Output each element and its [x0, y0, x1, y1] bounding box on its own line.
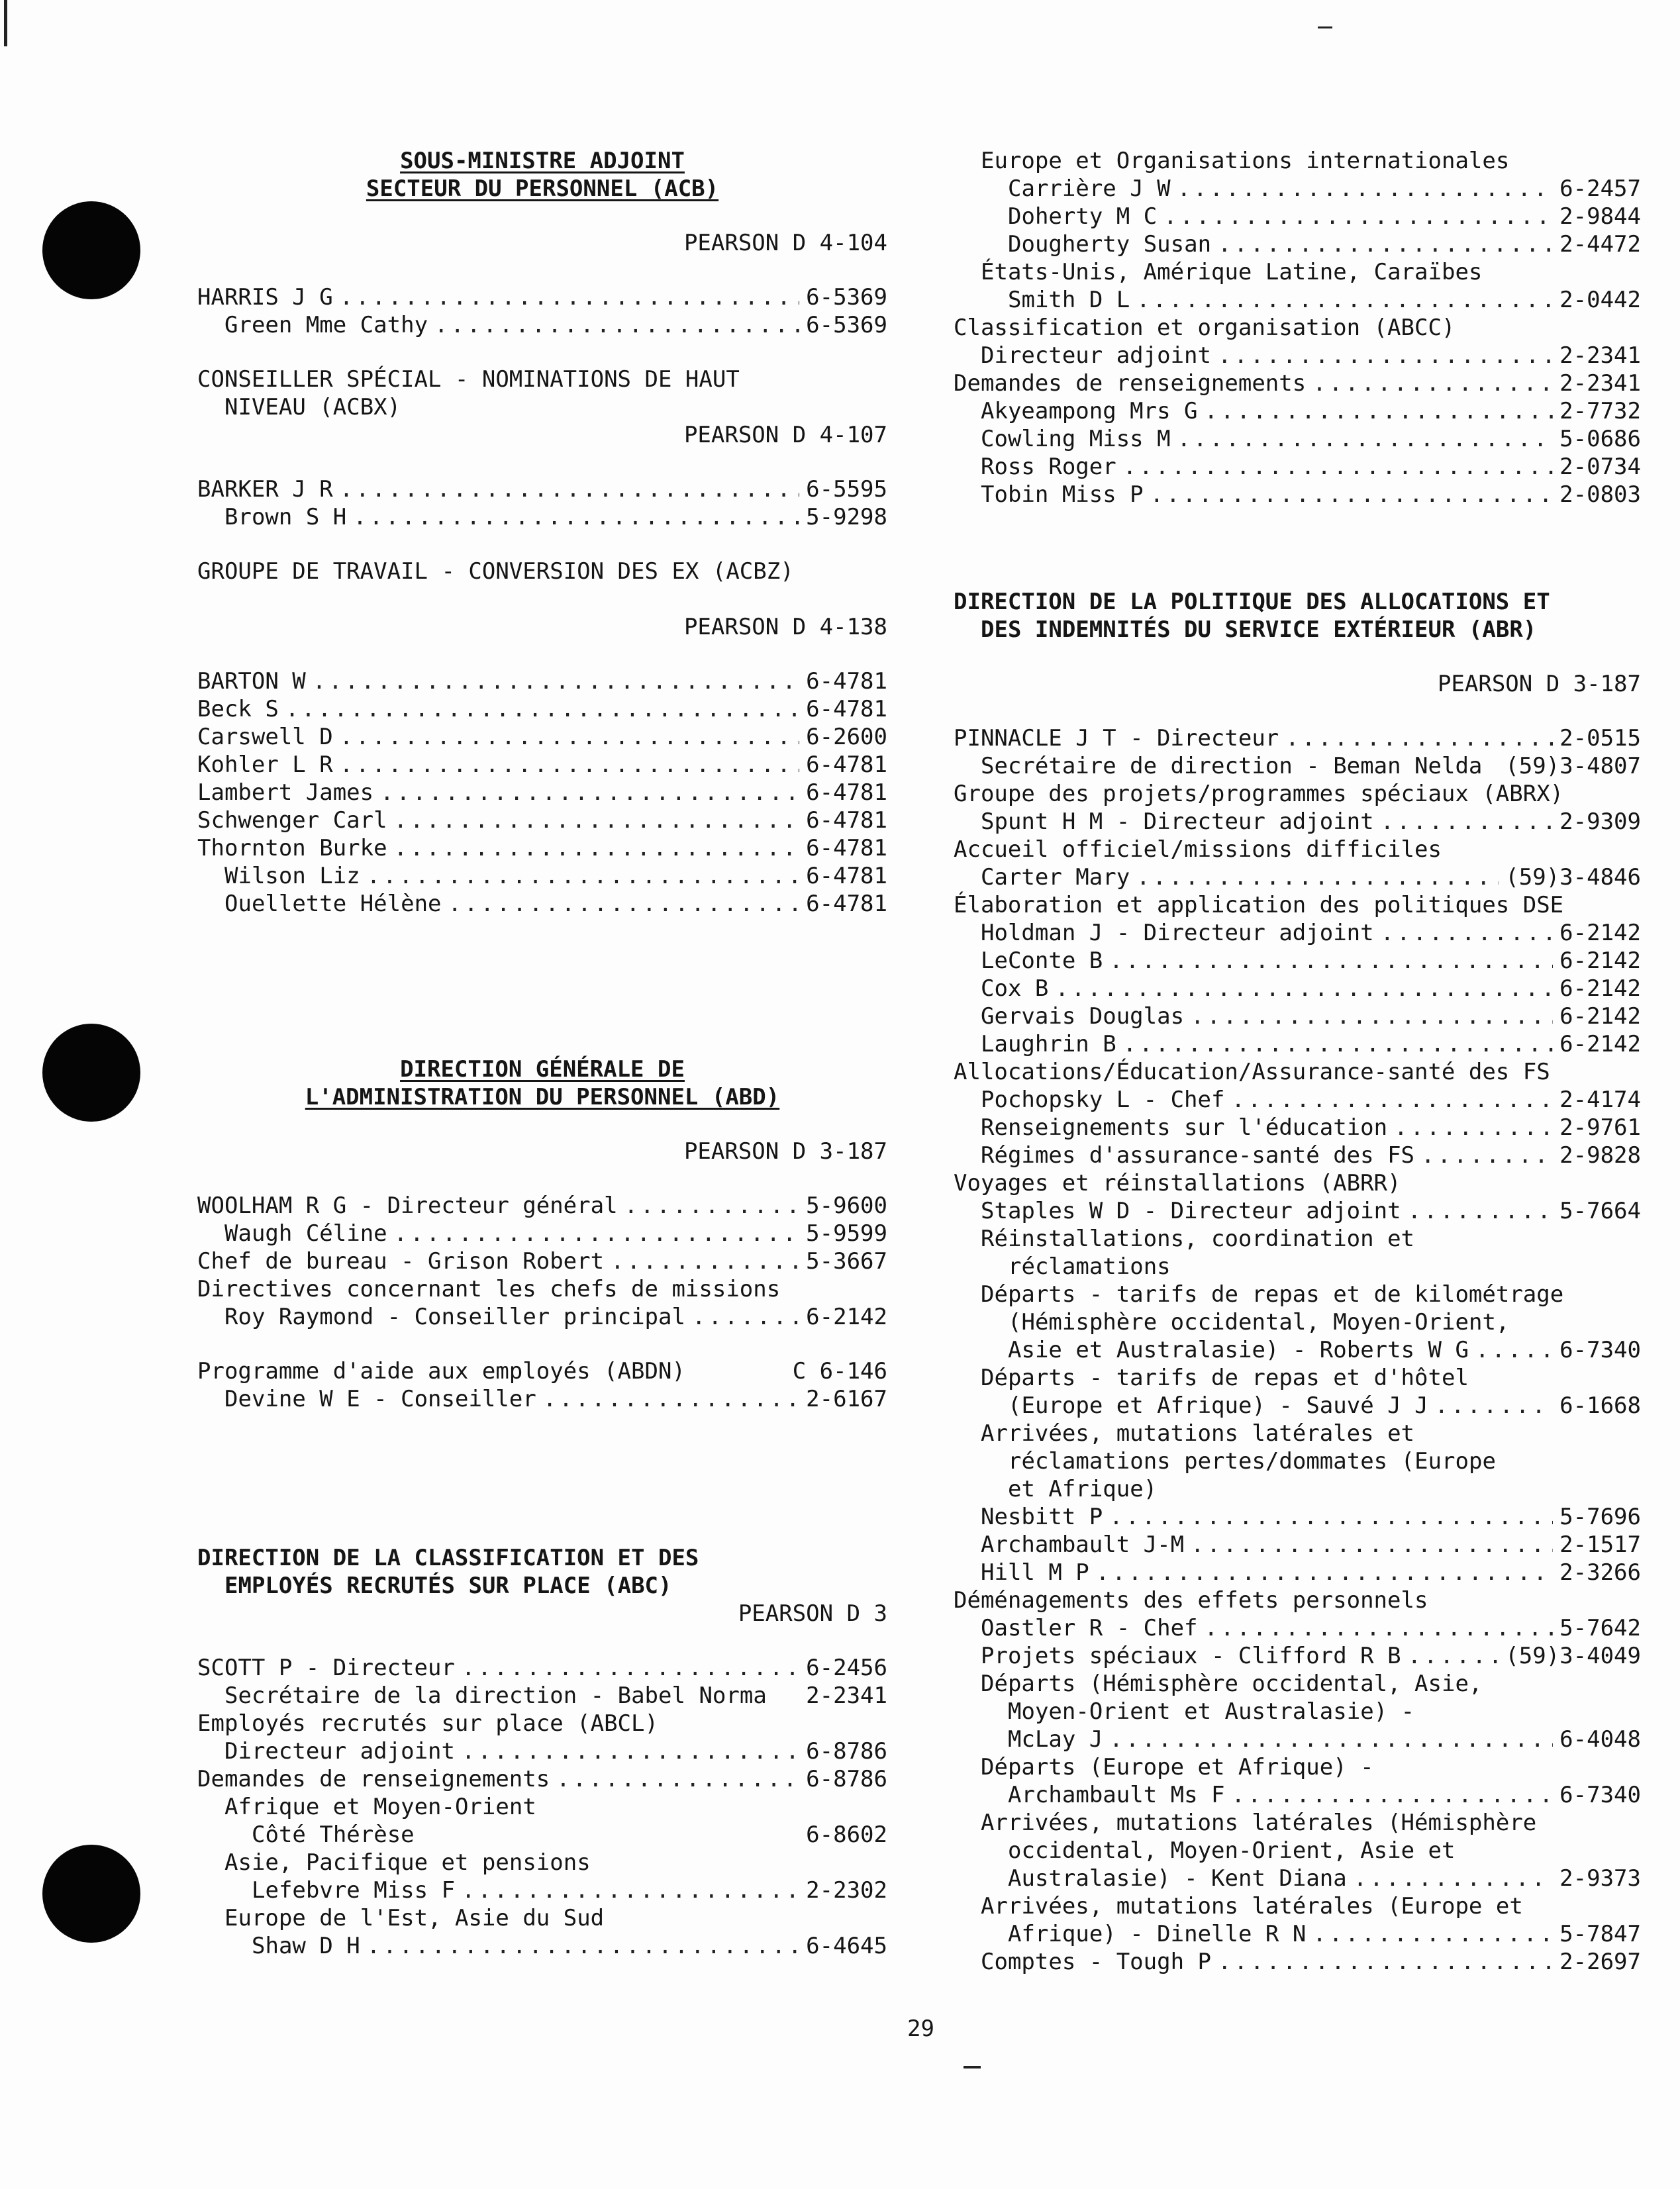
directory-entry [197, 695, 887, 723]
dot-leader [340, 475, 799, 503]
directory-entry [1008, 230, 1641, 258]
entry-name: Archambault J-M [981, 1532, 1185, 1558]
dot-leader [367, 862, 799, 890]
entry-text: Europe et Organisations internationales [981, 148, 1510, 174]
entry-name: Ouellette Hélène [224, 891, 442, 917]
entry-name: Dougherty Susan [1008, 231, 1212, 258]
directory-entry [197, 1654, 887, 1682]
entry-name: Lambert James [197, 779, 374, 806]
entry-phone: 6-2600 [806, 724, 887, 750]
entry-name: Akyeampong Mrs G [981, 398, 1198, 424]
entry-phone: 6-1668 [1559, 1392, 1641, 1419]
directory-entry [1008, 175, 1641, 203]
entry-name: Gervais Douglas [981, 1003, 1185, 1030]
scan-mark [964, 2066, 981, 2068]
dot-leader [1096, 1559, 1553, 1586]
directory-entry [954, 724, 1641, 752]
entry-name: Laughrin B [981, 1031, 1116, 1057]
entry-phone: 6-4781 [806, 668, 887, 695]
entry-text: Employés recrutés sur place (ABCL) [197, 1710, 658, 1737]
directory-entry [224, 1737, 887, 1765]
entry-name: Holdman J - Directeur adjoint [981, 920, 1374, 946]
entry-phone: 2-9761 [1559, 1114, 1641, 1141]
entry-phone: 6-4781 [806, 779, 887, 806]
directory-entry [1008, 203, 1641, 230]
directory-entry [1008, 1920, 1641, 1948]
entry-name: Beck S [197, 696, 279, 722]
dot-leader [1177, 425, 1554, 453]
dot-leader [394, 834, 800, 862]
entry-name: BARKER J R [197, 476, 333, 503]
dot-leader [543, 1385, 799, 1413]
directory-entry [1008, 1781, 1641, 1809]
entry-phone: 6-5369 [806, 312, 887, 338]
dot-leader [434, 311, 799, 339]
entry-phone: 2-6167 [806, 1386, 887, 1412]
entry-name: Nesbitt P [981, 1504, 1103, 1530]
entry-phone: 2-0515 [1559, 725, 1641, 752]
entry-name: Schwenger Carl [197, 807, 387, 834]
directory-entry [1008, 1865, 1641, 1892]
entry-text: Départs - tarifs de repas et d'hôtel [981, 1365, 1469, 1391]
entry-text: Moyen-Orient et Australasie) - [1008, 1698, 1415, 1725]
entry-phone: 2-9373 [1559, 1865, 1641, 1892]
entry-phone: 2-0734 [1559, 454, 1641, 480]
entry-phone: 5-7847 [1559, 1921, 1641, 1947]
entry-name: Shaw D H [252, 1933, 360, 1959]
entry-phone: 2-2302 [806, 1877, 887, 1904]
entry-text: Classification et organisation (ABCC) [954, 315, 1456, 341]
entry-text: GROUPE DE TRAVAIL - CONVERSION DES EX (ACBZ) [197, 558, 794, 585]
entry-name: Devine W E - Conseiller [224, 1386, 536, 1412]
entry-name: Kohler L R [197, 752, 333, 778]
section-heading: SOUS-MINISTRE ADJOINT [400, 148, 685, 174]
directory-entry [197, 1765, 887, 1793]
directory-entry [954, 369, 1641, 397]
directory-entry [981, 481, 1641, 509]
entry-phone: (59)3-4807 [1505, 753, 1641, 779]
entry-name: Tobin Miss P [981, 481, 1144, 508]
entry-name: Carter Mary [981, 864, 1130, 891]
entry-name: Waugh Céline [224, 1220, 387, 1247]
dot-leader [448, 890, 800, 918]
punch-hole [42, 201, 140, 299]
directory-entry [197, 283, 887, 311]
dot-leader [462, 1737, 799, 1765]
directory-entry [224, 1682, 887, 1710]
room-location: PEARSON D 4-138 [683, 614, 887, 640]
entry-name: PINNACLE J T - Directeur [954, 725, 1279, 752]
dot-leader [285, 695, 799, 723]
directory-entry [981, 1030, 1641, 1058]
directory-entry [197, 667, 887, 695]
entry-phone: 6-7340 [1559, 1782, 1641, 1808]
dot-leader [556, 1765, 799, 1793]
entry-name: Brown S H [224, 504, 347, 530]
entry-phone: 6-5595 [806, 476, 887, 503]
entry-phone: 5-3667 [806, 1248, 887, 1275]
scan-mark [4, 0, 7, 46]
entry-name: Projets spéciaux - Clifford R B [981, 1643, 1401, 1669]
dot-leader [340, 283, 799, 311]
directory-entry [981, 1614, 1641, 1642]
dot-leader [1123, 453, 1553, 481]
entry-phone: 5-0686 [1559, 426, 1641, 452]
entry-text: Voyages et réinstallations (ABRR) [954, 1170, 1401, 1196]
dot-leader [1150, 481, 1554, 509]
entry-text: et Afrique) [1008, 1476, 1158, 1502]
dot-leader [1232, 1781, 1554, 1809]
entry-name: Pochopsky L - Chef [981, 1087, 1225, 1113]
dot-leader [1408, 1642, 1499, 1670]
entry-name: Régimes d'assurance-santé des FS [981, 1142, 1415, 1169]
entry-text: Allocations/Éducation/Assurance-santé des FS [954, 1059, 1550, 1085]
entry-phone: 6-4781 [806, 891, 887, 917]
entry-text: Groupe des projets/programmes spéciaux (ABRX) [954, 781, 1564, 807]
room-location: PEARSON D 4-104 [683, 230, 887, 256]
dot-leader [380, 779, 799, 806]
entry-name: Ross Roger [981, 454, 1116, 480]
directory-entry [197, 1357, 887, 1385]
punch-hole [42, 1845, 140, 1943]
entry-name: Directeur adjoint [981, 342, 1211, 369]
directory-entry [252, 1821, 887, 1849]
dot-leader [1123, 1030, 1553, 1058]
entry-phone: 2-4472 [1559, 231, 1641, 258]
entry-name: Carrière J W [1008, 175, 1171, 202]
entry-phone: 2-0442 [1559, 287, 1641, 313]
entry-name: Directeur adjoint [224, 1738, 455, 1765]
entry-text: Arrivées, mutations latérales et [981, 1420, 1415, 1447]
scan-mark [1318, 26, 1332, 28]
entry-text: NIVEAU (ACBX) [224, 394, 401, 420]
directory-entry [224, 1385, 887, 1413]
entry-name: Spunt H M - Directeur adjoint [981, 808, 1374, 835]
section-heading: DIRECTION GÉNÉRALE DE [400, 1056, 685, 1083]
entry-phone: (59)3-4049 [1505, 1643, 1641, 1669]
entry-phone: 2-2341 [806, 1682, 887, 1709]
directory-entry [197, 1247, 887, 1275]
directory-entry [981, 1002, 1641, 1030]
entry-name: Comptes - Tough P [981, 1949, 1211, 1975]
punch-hole [42, 1024, 140, 1122]
entry-phone: 6-5369 [806, 284, 887, 311]
directory-entry [252, 1876, 887, 1904]
dot-leader [1191, 1531, 1553, 1559]
room-location: PEARSON D 3 [738, 1600, 887, 1627]
entry-name: Afrique) - Dinelle R N [1008, 1921, 1307, 1947]
entry-name: Staples W D - Directeur adjoint [981, 1198, 1401, 1224]
entry-text: Arrivées, mutations latérales (Europe et [981, 1893, 1523, 1920]
entry-phone: 6-2142 [1559, 948, 1641, 974]
dot-leader [1408, 1197, 1554, 1225]
entry-name: Secrétaire de direction - Beman Nelda [981, 753, 1483, 779]
dot-leader [1163, 203, 1553, 230]
dot-leader [1354, 1865, 1553, 1892]
section-heading: SECTEUR DU PERSONNEL (ACB) [366, 175, 719, 202]
entry-phone: 6-8602 [806, 1822, 887, 1848]
entry-name: Asie et Australasie) - Roberts W G [1008, 1337, 1469, 1363]
directory-entry [1008, 286, 1641, 314]
entry-phone: 6-4781 [806, 863, 887, 889]
dot-leader [394, 1220, 800, 1247]
entry-name: Hill M P [981, 1559, 1089, 1586]
entry-phone: 2-9844 [1559, 203, 1641, 230]
directory-entry [1008, 1392, 1641, 1420]
entry-name: Cox B [981, 975, 1049, 1002]
entry-phone: 5-9298 [806, 504, 887, 530]
directory-entry [981, 1948, 1641, 1976]
entry-phone: 6-2142 [1559, 1003, 1641, 1030]
directory-entry [981, 1142, 1641, 1169]
entry-text: États-Unis, Amérique Latine, Caraïbes [981, 259, 1483, 285]
directory-entry [1008, 1726, 1641, 1753]
entry-name: Australasie) - Kent Diana [1008, 1865, 1347, 1892]
dot-leader [340, 723, 799, 751]
entry-phone: 2-3266 [1559, 1559, 1641, 1586]
entry-name: Thornton Burke [197, 835, 387, 861]
entry-text: Arrivées, mutations latérales (Hémisphère [981, 1810, 1537, 1836]
entry-text: (Hémisphère occidental, Moyen-Orient, [1008, 1309, 1510, 1336]
dot-leader [462, 1654, 799, 1682]
entry-text: occidental, Moyen-Orient, Asie et [1008, 1837, 1456, 1864]
section-heading: DIRECTION DE LA POLITIQUE DES ALLOCATIONS ET [954, 589, 1550, 615]
entry-name: Doherty M C [1008, 203, 1158, 230]
dot-leader [1435, 1392, 1554, 1420]
entry-phone: 5-9599 [806, 1220, 887, 1247]
entry-phone: 6-2142 [1559, 1031, 1641, 1057]
directory-entry [224, 862, 887, 890]
room-location: PEARSON D 3-187 [1437, 671, 1641, 697]
entry-name: Roy Raymond - Conseiller principal [224, 1304, 685, 1330]
entry-name: (Europe et Afrique) - Sauvé J J [1008, 1392, 1428, 1419]
entry-text: réclamations [1008, 1253, 1171, 1280]
entry-name: Côté Thérèse [252, 1822, 415, 1848]
directory-entry [981, 1086, 1641, 1114]
entry-name: Secrétaire de la direction - Babel Norma [224, 1682, 767, 1709]
dot-leader [1055, 975, 1553, 1002]
dot-leader [1218, 342, 1553, 369]
entry-phone: 6-4781 [806, 835, 887, 861]
directory-entry [252, 1932, 887, 1960]
directory-entry [981, 453, 1641, 481]
dot-leader [1218, 230, 1553, 258]
entry-phone: 6-4781 [806, 807, 887, 834]
entry-phone: C 6-146 [792, 1358, 887, 1385]
directory-entry [224, 890, 887, 918]
entry-name: Chef de bureau - Grison Robert [197, 1248, 605, 1275]
entry-name: Green Mme Cathy [224, 312, 428, 338]
entry-text: CONSEILLER SPÉCIAL - NOMINATIONS DE HAUT [197, 366, 740, 393]
directory-entry [224, 311, 887, 339]
entry-text: réclamations pertes/dommates (Europe [1008, 1448, 1496, 1475]
entry-phone: 2-0803 [1559, 481, 1641, 508]
dot-leader [1136, 286, 1553, 314]
entry-phone: 2-9309 [1559, 808, 1641, 835]
entry-text: Afrique et Moyen-Orient [224, 1794, 536, 1820]
directory-entry [981, 1197, 1641, 1225]
entry-phone: 2-2341 [1559, 342, 1641, 369]
dot-leader [1218, 1948, 1553, 1976]
section-heading: EMPLOYÉS RECRUTÉS SUR PLACE (ABC) [224, 1573, 672, 1599]
entry-name: Archambault Ms F [1008, 1782, 1225, 1808]
dot-leader [1421, 1142, 1553, 1169]
entry-text: Asie, Pacifique et pensions [224, 1849, 591, 1876]
directory-entry [981, 947, 1641, 975]
directory-entry [981, 342, 1641, 369]
entry-text: Réinstallations, coordination et [981, 1226, 1415, 1252]
section-heading: DES INDEMNITÉS DU SERVICE EXTÉRIEUR (ABR) [981, 616, 1537, 643]
dot-leader [1381, 919, 1554, 947]
directory-entry [197, 779, 887, 806]
dot-leader [1475, 1336, 1553, 1364]
entry-name: Renseignements sur l'éducation [981, 1114, 1388, 1141]
section-heading: L'ADMINISTRATION DU PERSONNEL (ABD) [305, 1084, 780, 1110]
directory-entry [1008, 1336, 1641, 1364]
directory-entry [981, 1559, 1641, 1586]
dot-leader [1109, 1726, 1553, 1753]
entry-phone: 2-2341 [1559, 370, 1641, 397]
entry-phone: 6-4781 [806, 696, 887, 722]
dot-leader [1394, 1114, 1553, 1142]
entry-name: Demandes de renseignements [197, 1766, 550, 1792]
dot-leader [313, 667, 799, 695]
entry-text: Départs (Europe et Afrique) - [981, 1754, 1374, 1780]
dot-leader [1177, 175, 1554, 203]
entry-phone: 5-7696 [1559, 1504, 1641, 1530]
entry-phone: 5-7664 [1559, 1198, 1641, 1224]
entry-name: Lefebvre Miss F [252, 1877, 456, 1904]
directory-entry [197, 751, 887, 779]
dot-leader [394, 806, 800, 834]
directory-entry [197, 806, 887, 834]
dot-leader [611, 1247, 799, 1275]
entry-phone: 2-1517 [1559, 1532, 1641, 1558]
entry-phone: (59)3-4846 [1505, 864, 1641, 891]
directory-entry [981, 975, 1641, 1002]
entry-name: Cowling Miss M [981, 426, 1171, 452]
dot-leader [340, 751, 799, 779]
entry-text: Accueil officiel/missions difficiles [954, 836, 1442, 863]
dot-leader [1191, 1002, 1553, 1030]
entry-phone: 6-2142 [806, 1304, 887, 1330]
entry-text: Départs (Hémisphère occidental, Asie, [981, 1671, 1483, 1697]
entry-phone: 6-4781 [806, 752, 887, 778]
entry-name: Wilson Liz [224, 863, 360, 889]
entry-name: WOOLHAM R G - Directeur général [197, 1192, 618, 1219]
entry-phone: 5-9600 [806, 1192, 887, 1219]
entry-name: SCOTT P - Directeur [197, 1655, 455, 1681]
dot-leader [1312, 1920, 1553, 1948]
dot-leader [1109, 947, 1553, 975]
directory-entry [197, 723, 887, 751]
dot-leader [353, 503, 799, 531]
entry-phone: 6-4048 [1559, 1726, 1641, 1753]
entry-phone: 2-9828 [1559, 1142, 1641, 1169]
entry-name: Smith D L [1008, 287, 1130, 313]
dot-leader [1205, 397, 1554, 425]
dot-leader [462, 1876, 799, 1904]
dot-leader [367, 1932, 799, 1960]
directory-entry [981, 425, 1641, 453]
directory-entry [981, 1114, 1641, 1142]
entry-name: BARTON W [197, 668, 306, 695]
entry-name: LeConte B [981, 948, 1103, 974]
entry-phone: 6-2457 [1559, 175, 1641, 202]
room-location: PEARSON D 3-187 [683, 1138, 887, 1165]
entry-phone: 6-2142 [1559, 920, 1641, 946]
dot-leader [1136, 863, 1499, 891]
entry-phone: 2-2697 [1559, 1949, 1641, 1975]
dot-leader [1109, 1503, 1553, 1531]
directory-entry [224, 1303, 887, 1331]
directory-entry [981, 919, 1641, 947]
directory-entry [224, 503, 887, 531]
entry-name: HARRIS J G [197, 284, 333, 311]
directory-entry [197, 834, 887, 862]
entry-text: Déménagements des effets personnels [954, 1587, 1428, 1614]
directory-entry [981, 752, 1641, 780]
entry-phone: 6-2456 [806, 1655, 887, 1681]
entry-text: Élaboration et application des politiques DSE [954, 892, 1564, 918]
dot-leader [624, 1192, 800, 1220]
directory-entry [197, 1192, 887, 1220]
dot-leader [1381, 808, 1554, 836]
entry-phone: 6-4645 [806, 1933, 887, 1959]
page-number: 29 [907, 2016, 934, 2042]
directory-entry [981, 1503, 1641, 1531]
entry-phone: 6-2142 [1559, 975, 1641, 1002]
directory-entry [981, 397, 1641, 425]
dot-leader [1205, 1614, 1554, 1642]
entry-name: Programme d'aide aux employés (ABDN) [197, 1358, 685, 1385]
dot-leader [1231, 1086, 1553, 1114]
entry-phone: 2-7732 [1559, 398, 1641, 424]
room-location: PEARSON D 4-107 [683, 422, 887, 448]
dot-leader [1312, 369, 1553, 397]
dot-leader [692, 1303, 799, 1331]
entry-text: Directives concernant les chefs de missions [197, 1276, 781, 1302]
entry-phone: 2-4174 [1559, 1087, 1641, 1113]
directory-entry [981, 1642, 1641, 1670]
entry-phone: 5-7642 [1559, 1615, 1641, 1641]
entry-name: McLay J [1008, 1726, 1103, 1753]
dot-leader [1285, 724, 1553, 752]
entry-name: Oastler R - Chef [981, 1615, 1198, 1641]
entry-name: Carswell D [197, 724, 333, 750]
directory-entry [981, 863, 1641, 891]
entry-phone: 6-8786 [806, 1738, 887, 1765]
entry-text: Départs - tarifs de repas et de kilométrage [981, 1281, 1564, 1308]
section-heading: DIRECTION DE LA CLASSIFICATION ET DES [197, 1545, 699, 1571]
entry-phone: 6-7340 [1559, 1337, 1641, 1363]
entry-text: Europe de l'Est, Asie du Sud [224, 1905, 605, 1931]
directory-entry [197, 475, 887, 503]
entry-phone: 6-8786 [806, 1766, 887, 1792]
entry-name: Demandes de renseignements [954, 370, 1307, 397]
directory-entry [224, 1220, 887, 1247]
directory-entry [981, 1531, 1641, 1559]
directory-entry [981, 808, 1641, 836]
